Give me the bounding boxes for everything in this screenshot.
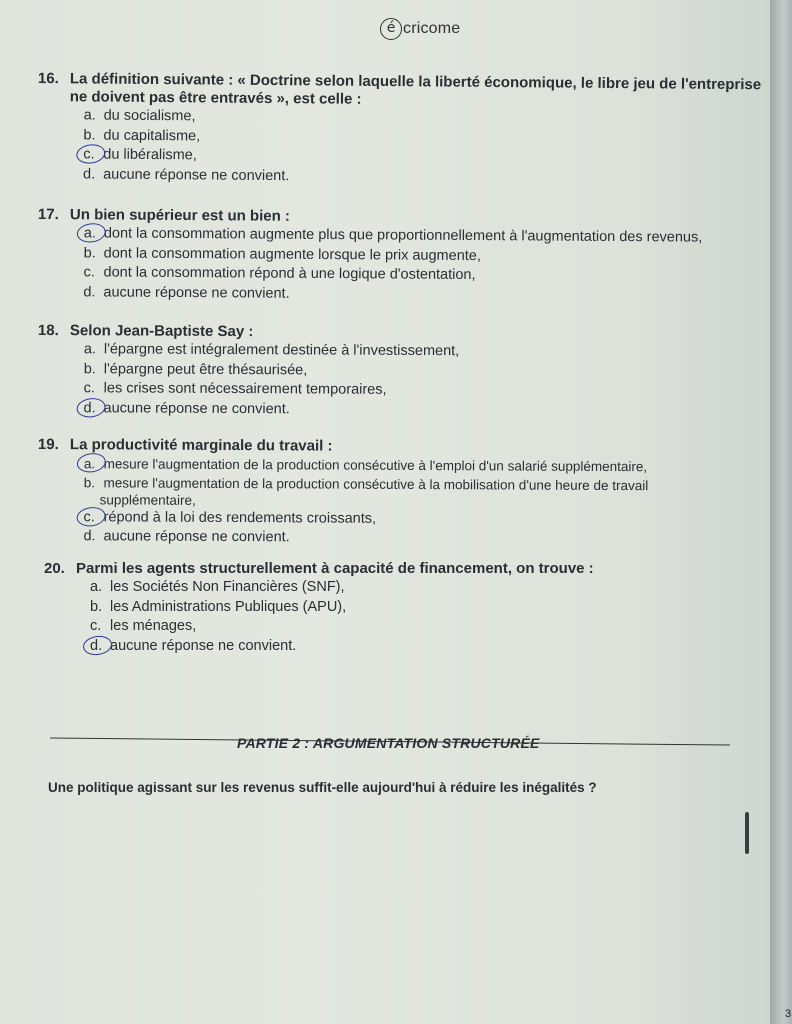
option-d-circled: d. aucune réponse ne convient. (90, 637, 784, 657)
logo-text: cricome (403, 20, 461, 37)
option-b: b. mesure l'augmentation de la production consécutive à la mobilisation d'une heure de travail supplémentaire, (84, 474, 778, 512)
question-18 (37, 322, 777, 422)
part-2-title: PARTIE 2 : ARGUMENTATION STRUCTURÉE (237, 735, 540, 751)
option-d: d. aucune réponse ne convient. (83, 283, 290, 302)
option-c: c. les crises sont nécessairement temporaires, (83, 380, 387, 398)
logo-e-icon: é (380, 18, 402, 40)
option-b-continuation: supplémentaire, (99, 491, 196, 508)
question-text: La productivité marginale du travail : (69, 436, 333, 455)
option-b: b. les Administrations Publiques (APU), (90, 598, 347, 615)
question-number: 20. (44, 560, 65, 577)
question-text: Parmi les agents structurellement à capacité de financement, on trouve : (76, 560, 594, 577)
ecricome-logo (380, 18, 460, 40)
option-d: d. aucune réponse ne convient. (83, 165, 290, 184)
question-text: Selon Jean-Baptiste Say : (69, 322, 254, 341)
essay-question: Une politique agissant sur les revenus suffit-elle aujourd'hui à réduire les inégalités ? (48, 780, 597, 795)
option-a-circled: a. mesure l'augmentation de la production consécutive à l'emploi d'un salarié supplémentaire, (84, 454, 778, 477)
question-text: Un bien supérieur est un bien : (69, 206, 291, 225)
question-19 (37, 436, 778, 550)
option-d: d. aucune réponse ne convient. (83, 528, 290, 546)
binder-mark (745, 812, 749, 854)
question-text: La définition suivante : « Doctrine selon laquelle la liberté économique, le libre jeu de l'entreprise ne doivent pas être entravés », est celle : (69, 70, 762, 108)
option-c: c. dont la consommation répond à une logique d'ostentation, (83, 264, 476, 284)
question-number: 16. (37, 70, 59, 88)
option-c-circled: c. répond à la loi des rendements croissants, (84, 508, 778, 531)
option-d-circled: d. aucune réponse ne convient. (83, 399, 777, 422)
option-c-circled: c. du libéralisme, (83, 145, 777, 171)
option-a: a. l'épargne est intégralement destinée à l'investissement, (83, 341, 460, 360)
question-17 (37, 206, 778, 307)
option-a: a. les Sociétés Non Financières (SNF), (90, 579, 345, 595)
question-20 (44, 560, 784, 656)
option-a: a. du socialisme, (83, 107, 196, 125)
question-number: 18. (37, 322, 59, 340)
option-b: b. du capitalisme, (83, 126, 201, 144)
option-b: b. dont la consommation augmente lorsque le prix augmente, (83, 244, 481, 264)
question-number: 17. (37, 206, 59, 224)
option-a-circled: a. dont la consommation augmente plus que proportionnellement à l'augmentation des revenus, (84, 224, 778, 248)
question-16 (37, 70, 778, 190)
option-b: b. l'épargne peut être thésaurisée, (83, 360, 308, 378)
option-c: c. les ménages, (90, 618, 197, 634)
page-number: 3 (785, 1008, 792, 1020)
question-number: 19. (37, 436, 59, 454)
